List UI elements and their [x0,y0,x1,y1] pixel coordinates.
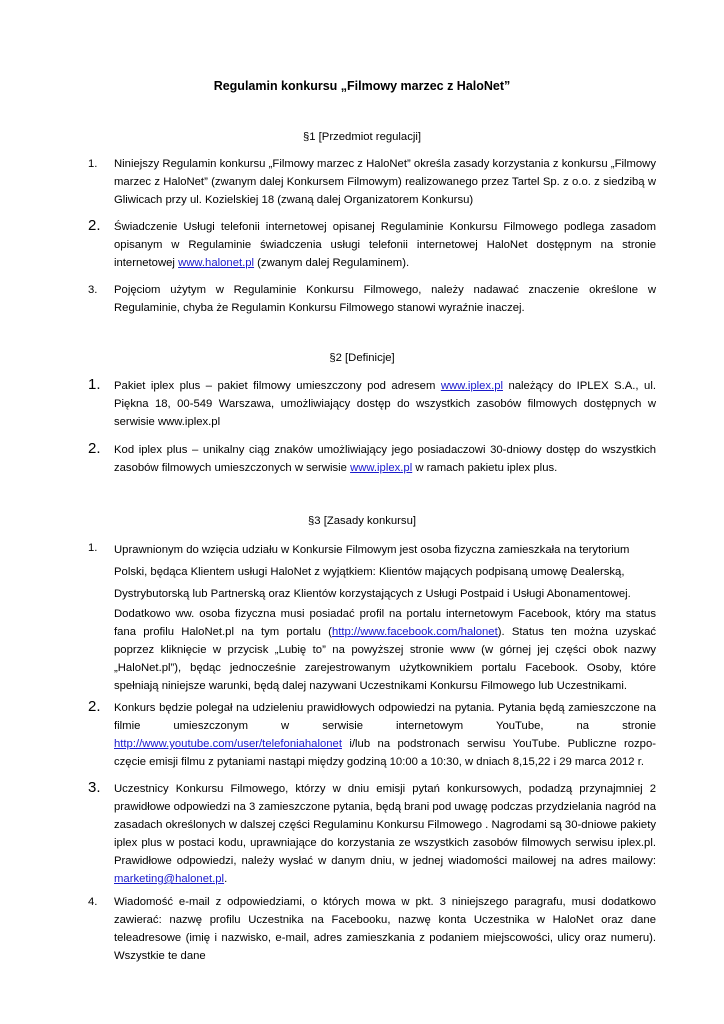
item-number: 3. [88,779,101,796]
item-number: 2. [88,217,101,234]
item-text: Niniejszy Regulamin konkursu „Filmowy marzec z HaloNet” określa zasady korzystania z konkursu „Filmowy marzec z HaloNet” (zwanym dalej Konkursem Filmowym) realizowanego przez Tartel Sp. z o.o. z siedzibą w Gliwicach przy ul. Kozielskiej 18 (zwaną dalej Organizatorem Konkursu) [114,158,656,206]
document-title: Regulamin konkursu „Filmowy marzec z HaloNet” [213,79,511,93]
section-3-heading: §3 [Zasady konkursu] [307,515,416,527]
list-item [88,893,656,965]
list-item [88,441,656,477]
list-item [88,377,656,431]
item-text: Uczestnicy Konkursu Filmowego, którzy w dniu emisji pytań konkursowych, podadzą przynajmniej 2 prawidłowe odpowiedzi na 3 zamieszczone pytania, będą brani pod uwagę podczas przydzielania nagród na zasadach określonych w dalszej części Regulaminu Konkursu Filmowego . Nagrodami są 30-dniowe pakiety iplex plus w postaci kodu, uprawniające do korzystania ze wszystkich zasobów filmowych serwisu iplex.pl. Prawidłowe odpowiedzi, należy wysłać w danym dniu, w jednej wiadomości mailowej na adres mailowy: marketing@halonet.pl. [114,783,656,885]
item-number: 2. [88,698,101,715]
halonet-link[interactable]: www.halonet.pl [178,257,255,269]
iplex-link[interactable]: www.iplex.pl [440,380,503,392]
item-number: 3. [88,284,98,296]
item-text: Świadczenie Usługi telefonii internetowej opisanej Regulaminie Konkursu Filmowego podlega zasadom opisanym w Regulaminie świadczenia usługi telefonii internetowej HaloNet dostępnym na stronie internetowej www.halonet.pl (zwanym dalej Regulaminem). [114,221,656,269]
item-text: Uprawnionym do wzięcia udziału w Konkursie Filmowym jest osoba fizyczna zamieszkała na terytorium Polski, będąca Klientem usługi HaloNet z wyjątkiem: Klientów mających podpisaną umowę Dealerską, Dystrybutorską lub Partnerską oraz Klientów korzystających z Usługi Postpaid i Usługi Abonamentowej. Dodatkowo ww. osoba fizyczna musi posiadać profil na portalu internetowym Facebook, który ma status fana profilu HaloNet.pl na tym portalu (http://www.facebook.com/halonet). Status ten można uzyskać poprzez kliknięcie w przycisk „Lubię to” na powyższej stronie www (w górnej jej części obok nazwy „HaloNet.pl”), będąc jednocześnie zarejestrowanym użytkownikiem portalu Facebook. Osoby, które spełniają niniejsze warunki, będą dalej nazywani Uczestnikami Konkursu Filmowego lub Uczestnikami. [114,544,656,692]
item-text: Konkurs będzie polegał na udzieleniu prawidłowych odpowiedzi na pytania. Pytania będą zamieszczone na filmie umieszczonym w serwisie internetowym YouTube, na stronie http://www.youtube.com/user/telefoniahalonet i/lub na podstronach serwisu YouTube. Publiczne rozpo-częcie emisji filmu z pytaniami nastąpi między godziną 10:00 a 10:30, w dniach 8,15,22 i 29 marca 2012 r. [114,702,656,768]
list-item [88,218,656,272]
item-number: 1. [88,376,101,393]
item-text: Pojęciom użytym w Regulaminie Konkursu Filmowego, należy nadawać znaczenie określone w Regulaminie, chyba że Regulamin Konkursu Filmowego stanowi wyraźnie inaczej. [114,284,656,314]
item-text: Kod iplex plus – unikalny ciąg znaków umożliwiający jego posiadaczowi 30-dniowy dostęp do wszystkich zasobów filmowych umieszczonych w serwisie www.iplex.pl w ramach pakietu iplex plus. [114,444,656,474]
youtube-link[interactable]: http://www.youtube.com/user/telefoniahalonet [114,738,342,750]
list-item [88,281,656,317]
item-text: Pakiet iplex plus – pakiet filmowy umieszczony pod adresem www.iplex.pl należący do IPLEX S.A., ul. Piękna 18, 00-549 Warszawa, umożliwiający dostęp do wszystkich zasobów filmowych dostępnych w serwisie www.iplex.pl [114,380,656,428]
section-2-heading: §2 [Definicje] [329,352,395,364]
list-item [88,539,656,695]
list-item [88,155,656,209]
item-number: 4. [88,896,98,908]
section-1-heading: §1 [Przedmiot regulacji] [302,131,422,143]
item-number: 1. [88,158,98,170]
item-number: 2. [88,440,101,457]
iplex-link[interactable]: www.iplex.pl [350,462,413,474]
list-item [88,699,656,771]
list-item [88,780,656,888]
item-text: Wiadomość e-mail z odpowiedziami, o których mowa w pkt. 3 niniejszego paragrafu, musi dodatkowo zawierać: nazwę profilu Uczestnika na Facebooku, nazwę konta Uczestnika w HaloNet oraz dane teleadresowe (imię i nazwisko, e-mail, adres zamieszkania z podaniem miejscowości, ulicy oraz numeru). Wszystkie te dane [114,896,656,962]
facebook-link[interactable]: http://www.facebook.com/halonet [331,626,498,638]
item-number: 1. [88,542,98,554]
email-link[interactable]: marketing@halonet.pl [114,873,225,885]
